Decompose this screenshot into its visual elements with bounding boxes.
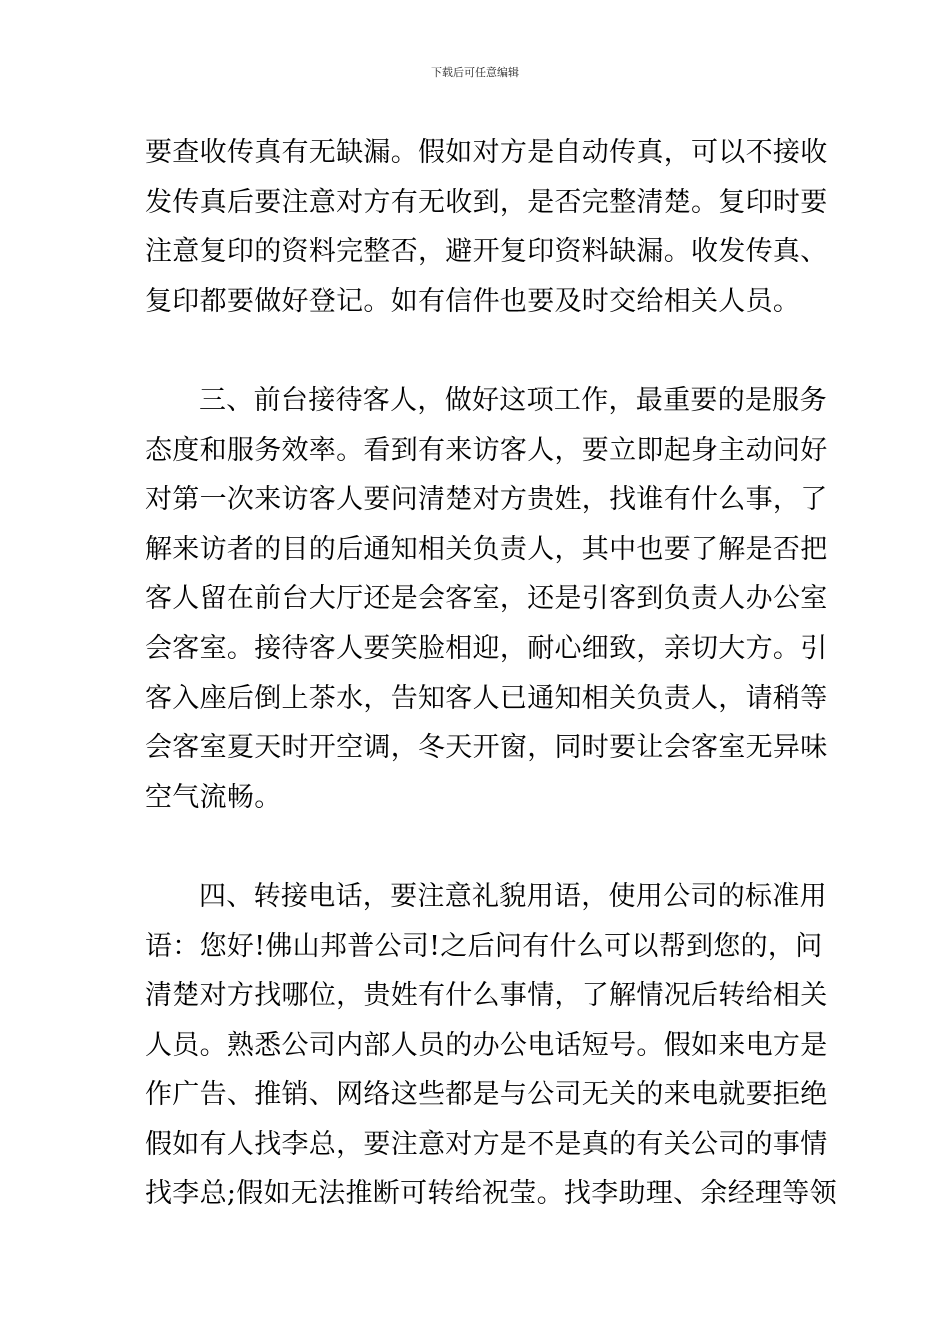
text-line: 会客室夏天时开空调，冬天开窗，同时要让会客室无异味 (145, 732, 828, 764)
text-line: 三、前台接待客人，做好这项工作，最重要的是服务 (199, 384, 827, 416)
paragraph-fax-copy (145, 128, 828, 326)
text-line: 四、转接电话，要注意礼貌用语，使用公司的标准用 (199, 880, 827, 912)
text-line: 假如有人找李总，要注意对方是不是真的有关公司的事情 (145, 1128, 828, 1160)
text-line: 要查收传真有无缺漏。假如对方是自动传真，可以不接收 (145, 137, 828, 168)
paragraph-phone (145, 872, 837, 1219)
text-line: 清楚对方找哪位，贵姓有什么事情，了解情况后转给相关 (145, 980, 828, 1012)
paragraph-spacer (145, 326, 810, 376)
text-line: 发传真后要注意对方有无收到，是否完整清楚。复印时要 (145, 186, 828, 218)
text-line: 会客室。接待客人要笑脸相迎，耐心细致，亲切大方。引 (145, 632, 828, 664)
document-body (145, 128, 837, 1219)
text-line: 复印都要做好登记。如有信件也要及时交给相关人员。 (145, 285, 801, 317)
text-line: 客入座后倒上茶水，告知客人已通知相关负责人，请稍等 (145, 682, 828, 714)
text-line: 空气流畅。 (145, 781, 282, 813)
text-line: 对第一次来访客人要问清楚对方贵姓，找谁有什么事，了 (145, 484, 828, 516)
page-header: 下载后可任意编辑 (431, 66, 519, 79)
text-line: 客人留在前台大厅还是会客室，还是引客到负责人办公室 (145, 583, 828, 615)
text-line: 人员。熟悉公司内部人员的办公电话短号。假如来电方是 (145, 1029, 828, 1061)
paragraph-reception (145, 376, 828, 822)
text-line: 语：您好!佛山邦普公司!之后问有什么可以帮到您的，问 (145, 930, 823, 962)
text-line: 找李总;假如无法推断可转给祝莹。找李助理、余经理等领 (145, 1178, 837, 1210)
text-line: 注意复印的资料完整否，避开复印资料缺漏。收发传真、 (145, 236, 828, 268)
paragraph-spacer (145, 822, 810, 872)
text-line: 作广告、推销、网络这些都是与公司无关的来电就要拒绝 (145, 1079, 828, 1111)
text-line: 态度和服务效率。看到有来访客人，要立即起身主动问好 (145, 434, 828, 466)
text-line: 解来访者的目的后通知相关负责人，其中也要了解是否把 (145, 533, 828, 565)
